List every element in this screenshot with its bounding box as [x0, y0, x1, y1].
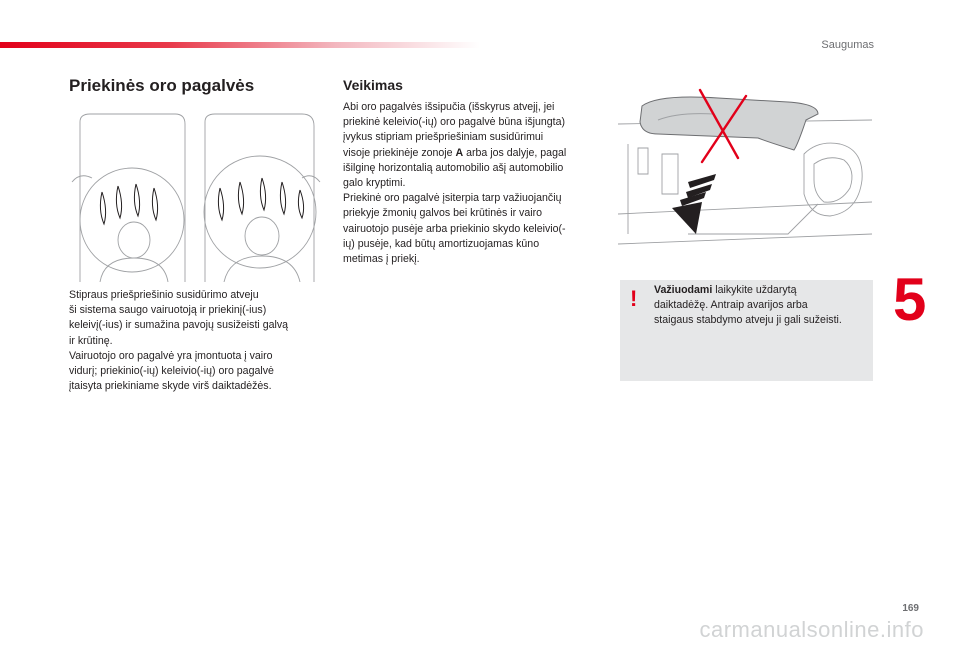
page-title: Priekinės oro pagalvės [69, 76, 255, 95]
warning-box [620, 280, 873, 381]
section-label: Saugumas [821, 39, 874, 51]
airbag-occupants-illustration [70, 112, 322, 282]
watermark: carmanualsonline.info [699, 617, 924, 642]
glovebox-airbag-illustration [618, 84, 872, 254]
warning-text: Važiuodami laikykite uždarytą daiktadėžę. Antraip avarijos arba staigaus stabdymo atveju ji gali sužeisti. [654, 284, 842, 327]
chapter-number: 5 [893, 266, 927, 333]
page-number: 169 [902, 603, 919, 614]
operation-paragraph: Abi oro pagalvės išsipučia (išskyrus atvejį, jei priekinė keleivio(-ių) oro pagalvė būna išjungta) įvykus stipriam priešpriešiniam susidūrimui visoje priekinėje zonoje A arba jos dalyje, pagal išilginę horizontalią automobilio ašį automobilio galo kryptimi. Priekinė oro pagalvė įsiterpia tarp važiuojančių priekyje žmonių galvos bei krūtinės ir vairo vairuotojo pusėje arba priekinio skydo keleivio(- ių) pusėje, kad būtų amortizuojamas kūno metimas į priekį. [343, 101, 567, 266]
header-accent-bar [0, 42, 480, 48]
intro-paragraph: Stipraus priešpriešinio susidūrimo atveju ši sistema saugo vairuotoją ir priekinį(-ius) keleivį(-ius) ir sumažina pavojų susižeisti galvą ir krūtinę. Vairuotojo oro pagalvė yra įmontuota į vairo vidurį; priekinio(-ių) keleivio(-ių) oro pagalvė įtaisyta priekiniame skyde virš daiktadėžės. [69, 289, 289, 393]
section-heading-operation: Veikimas [343, 77, 403, 93]
warning-icon: ! [630, 286, 638, 311]
zone-letter: A [455, 146, 464, 159]
